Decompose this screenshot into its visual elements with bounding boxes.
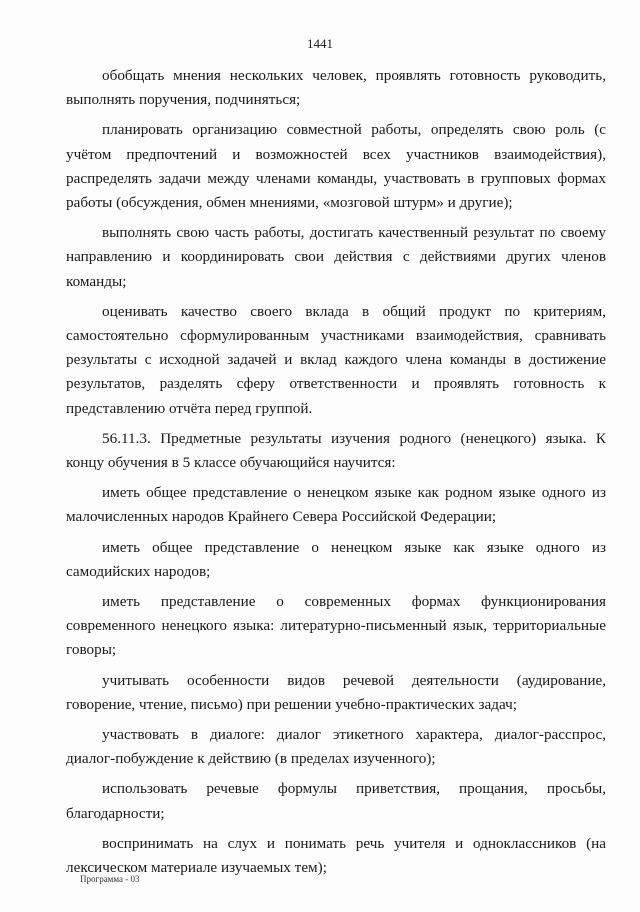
paragraph: воспринимать на слух и понимать речь учителя и одноклассников (на лексическом материале изучаемых тем); — [66, 834, 606, 877]
paragraph: планировать организацию совместной работы, определять свою роль (с учётом предпочтений и возможностей всех участников взаимодействия), распределять задачи между членами команды, участвовать в групповых формах работы (обсуждения, обмен мнениями, «мозговой штурм» и другие); — [66, 121, 606, 212]
paragraph: учитывать особенности видов речевой деятельности (аудирование, говорение, чтение, письмо) при решении учебно-практических задач; — [66, 671, 606, 713]
body-text — [66, 64, 606, 886]
paragraph: иметь общее представление о ненецком языке как языке одного из самодийских народов; — [66, 538, 606, 580]
paragraph: иметь общее представление о ненецком языке как родном языке одного из малочисленных народов Крайнего Севера Российской Федерации; — [66, 484, 606, 526]
paragraph: оценивать качество своего вклада в общий продукт по критериям, самостоятельно сформулированным участниками взаимодействия, сравнивать результаты с исходной задачей и вклад каждого члена команды в достижение результатов, разделять сферу ответственности и проявлять готовность к представлению отчёта перед группой. — [66, 302, 606, 417]
footer-label: Программа - 03 — [80, 874, 140, 884]
paragraph: обобщать мнения нескольких человек, проявлять готовность руководить, выполнять поручения, подчиняться; — [66, 67, 606, 109]
paragraph: участвовать в диалоге: диалог этикетного характера, диалог-расспрос, диалог-побуждение к действию (в пределах изученного); — [66, 726, 606, 768]
page-number: 1441 — [307, 36, 333, 51]
paragraph: использовать речевые формулы приветствия, прощания, просьбы, благодарности; — [66, 780, 606, 822]
paragraph: иметь представление о современных формах функционирования современного ненецкого языка: литературно-письменный язык, территориальные говоры; — [66, 593, 606, 659]
section-heading-paragraph: 56.11.3. Предметные результаты изучения родного (ненецкого) языка. К концу обучения в 5 классе обучающийся научится: — [66, 429, 606, 472]
paragraph: выполнять свою часть работы, достигать качественный результат по своему направлению и координировать свои действия с действиями других членов команды; — [66, 224, 606, 290]
